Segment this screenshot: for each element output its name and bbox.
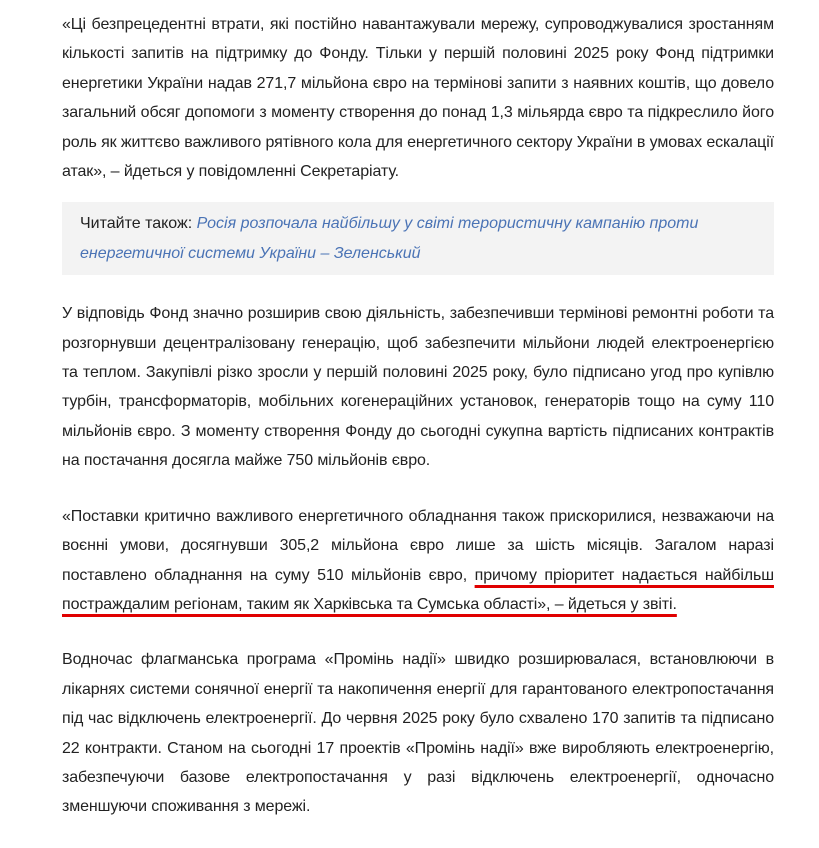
read-also-box	[62, 202, 774, 275]
highlighted-quote: причому пріоритет надається найбільш постраждалим регіонам, таким як Харківська та Сумська області», – йдеться у звіті.	[62, 566, 774, 613]
read-also-label: Читайте також:	[80, 215, 197, 233]
paragraph-deliveries-text: «Поставки критично важливого енергетичного обладнання також прискорилися, незважаючи на воєнні умови, досягнувши 305,2 мільйона євро лише за шість місяців. Загалом наразі поставлено обладнання на суму 510 мільйонів євро,	[62, 507, 774, 584]
paragraph-equipment-deliveries	[62, 502, 774, 620]
paragraph-ray-of-hope: Водночас флагманська програма «Промінь надії» швидко розширювалася, встановлюючи в лікарнях системи сонячної енергії та накопичення енергії для гарантованого електропостачання під час відключень електроенергії. До червня 2025 року було схвалено 170 запитів та підписано 22 контракти. Станом на сьогодні 17 проектів «Промінь надії» вже виробляють електроенергію, забезпечуючи базове електропостачання у разі відключень електроенергії, одночасно зменшуючи споживання з мережі.	[62, 651, 774, 816]
article-body	[62, 10, 774, 848]
paragraph-losses: «Ці безпрецедентні втрати, які постійно навантажували мережу, супроводжувалися зростанням кількості запитів на підтримку до Фонду. Тільки у першій половині 2025 року Фонд підтримки енергетики України надав 271,7 мільйона євро на термінові запити з наявних коштів, що довело загальний обсяг допомоги з моменту створення до понад 1,3 мільярда євро та підкреслило його роль як життєво важливого рятівного кола для енергетичного сектору України в умовах ескалації атак», – йдеться у повідомленні Секретаріату.	[62, 16, 774, 181]
paragraph-fund-response: У відповідь Фонд значно розширив свою діяльність, забезпечивши термінові ремонтні роботи та розгорнувши децентралізовану генерацію, щоб забезпечити мільйони людей електроенергією та теплом. Закупівлі різко зросли у першій половині 2025 року, було підписано угод про купівлю турбін, трансформаторів, мобільних когенераційних установок, генераторів тощо на суму 110 мільйонів євро. З моменту створення Фонду до сьогодні сукупна вартість підписаних контрактів на постачання досягла майже 750 мільйонів євро.	[62, 305, 774, 470]
read-also-link[interactable]: Росія розпочала найбільшу у світі терористичну кампанію проти енергетичної системи України – Зеленський	[80, 215, 699, 262]
